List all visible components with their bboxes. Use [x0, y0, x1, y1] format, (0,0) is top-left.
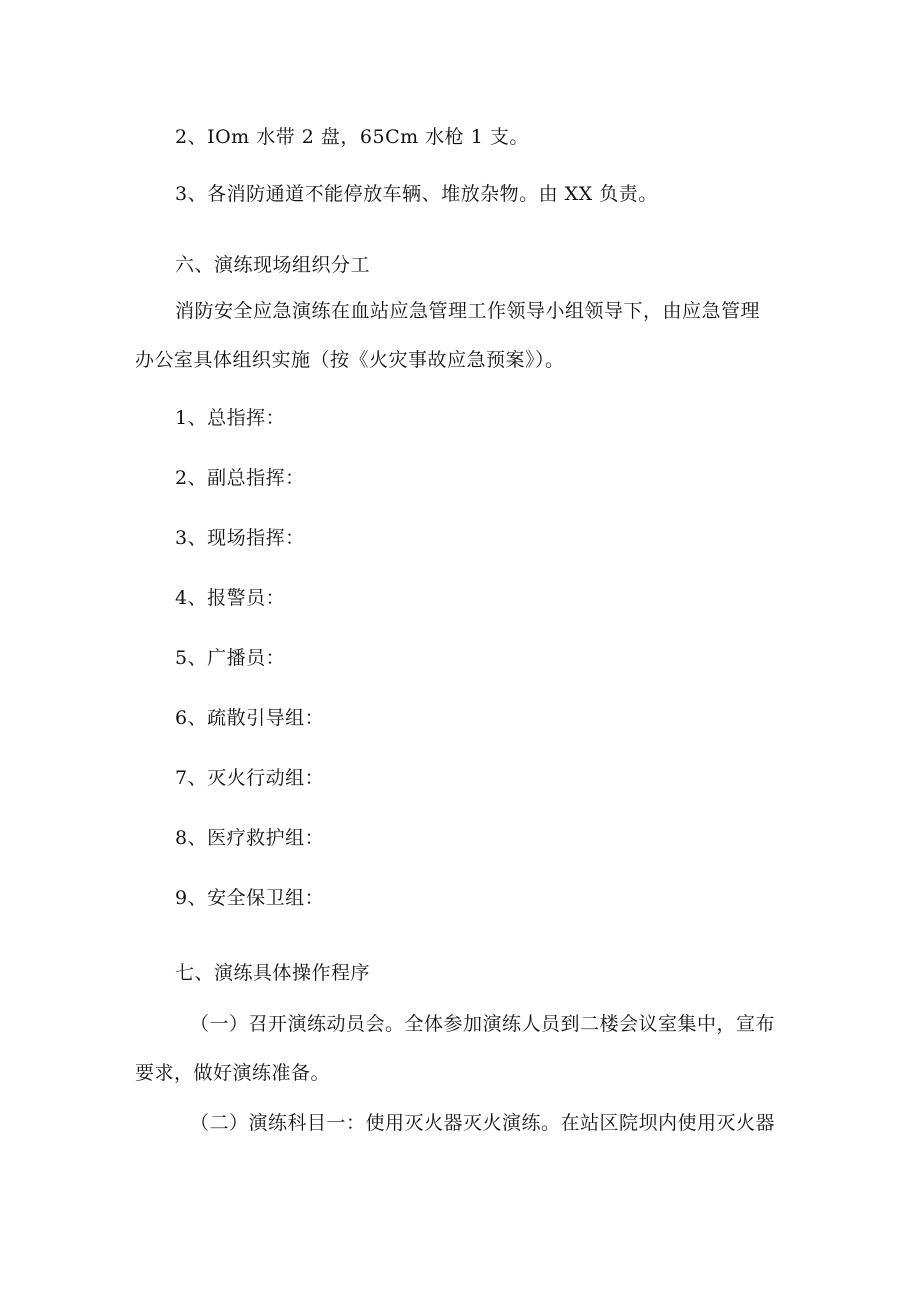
section-7-heading: 七、演练具体操作程序	[175, 962, 371, 984]
step-2-line-1: （二）演练科目一：使用灭火器灭火演练。在站区院坝内使用灭火器	[190, 1112, 776, 1134]
step-1-line-1: （一）召开演练动员会。全体参加演练人员到二楼会议室集中，宣布	[190, 1013, 776, 1035]
role-alarm-reporter: 4、报警员：	[175, 587, 286, 609]
equipment-item-2: 2、IOm 水带 2 盘，65Cm 水枪 1 支。	[175, 126, 529, 148]
role-commander: 1、总指挥：	[175, 407, 286, 429]
role-site-commander: 3、现场指挥：	[175, 527, 305, 549]
role-firefighting-group: 7、灭火行动组：	[175, 767, 325, 789]
section-6-paragraph-line-2: 办公室具体组织实施（按《火灾事故应急预案》）。	[135, 349, 565, 371]
step-1-line-2: 要求，做好演练准备。	[135, 1062, 331, 1084]
section-6-heading: 六、演练现场组织分工	[175, 254, 371, 276]
role-deputy-commander: 2、副总指挥：	[175, 467, 305, 489]
section-6-paragraph-line-1: 消防安全应急演练在血站应急管理工作领导小组领导下，由应急管理	[175, 300, 761, 322]
role-security-group: 9、安全保卫组：	[175, 887, 325, 909]
role-medical-group: 8、医疗救护组：	[175, 827, 325, 849]
equipment-item-3: 3、各消防通道不能停放车辆、堆放杂物。由 XX 负责。	[175, 183, 658, 205]
role-broadcaster: 5、广播员：	[175, 647, 286, 669]
role-evacuation-group: 6、疏散引导组：	[175, 707, 325, 729]
